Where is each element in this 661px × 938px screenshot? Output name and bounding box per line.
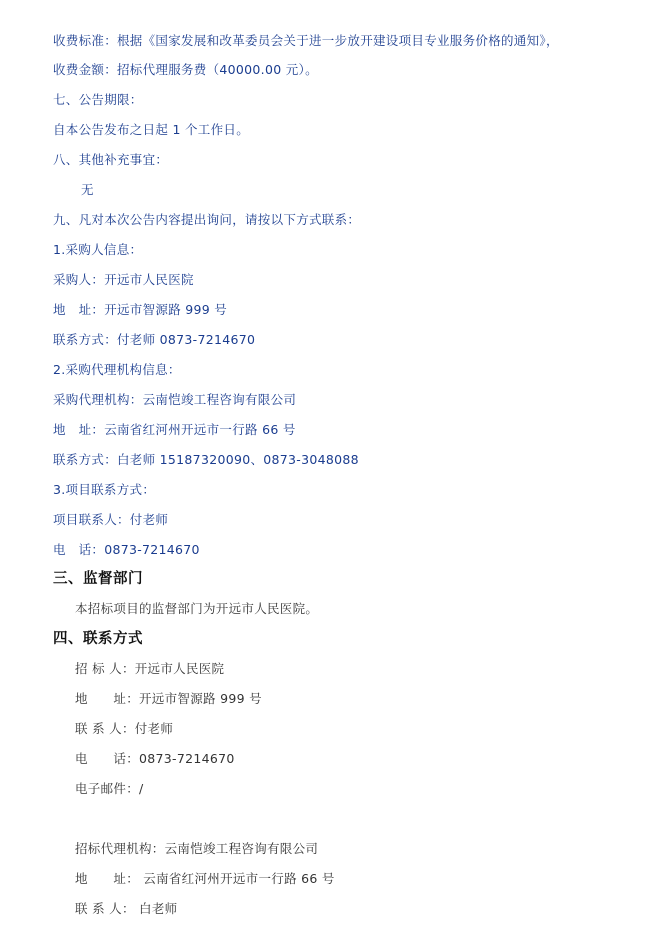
section-9-title: 九、凡对本次公告内容提出询问，请按以下方式联系： <box>53 212 361 227</box>
project-contact-person: 项目联系人：付老师 <box>53 512 169 527</box>
purchaser-info-header: 1.采购人信息： <box>53 242 143 257</box>
agency-contact: 联系方式：白老师 15187320090、0873-3048088 <box>53 452 359 467</box>
purchaser-contact: 联系方式：付老师 0873-7214670 <box>53 332 256 347</box>
section-8-title: 八、其他补充事宜： <box>53 152 169 167</box>
project-contact-header: 3.项目联系方式： <box>53 482 156 497</box>
contact-heading: 四、联系方式 <box>53 631 143 647</box>
purchaser-address: 地 址：开远市智源路 999 号 <box>53 302 228 317</box>
project-contact-phone: 电 话：0873-7214670 <box>53 542 200 557</box>
tender-agency-contact-person: 联 系 人： 白老师 <box>75 901 178 916</box>
tenderer-email: 电子邮件：/ <box>75 781 144 796</box>
tenderer-contact-person: 联 系 人：付老师 <box>75 721 174 736</box>
tenderer-address: 地 址：开远市智源路 999 号 <box>75 691 262 706</box>
supervision-body: 本招标项目的监督部门为开远市人民医院。 <box>75 601 319 616</box>
agency-address: 地 址：云南省红河州开远市一行路 66 号 <box>53 422 296 437</box>
fee-standard-text: 收费标准：根据《国家发展和改革委员会关于进一步放开建设项目专业服务价格的通知》， <box>53 33 559 48</box>
tenderer-phone: 电 话：0873-7214670 <box>75 751 235 766</box>
purchaser-name: 采购人：开远市人民医院 <box>53 272 194 287</box>
supervision-heading: 三、监督部门 <box>53 571 143 587</box>
section-7-title: 七、公告期限： <box>53 92 143 107</box>
fee-amount-text: 收费金额：招标代理服务费（40000.00 元）。 <box>53 62 318 77</box>
tender-agency-name: 招标代理机构：云南恺竣工程咨询有限公司 <box>75 841 319 856</box>
tender-agency-address: 地 址： 云南省红河州开远市一行路 66 号 <box>75 871 335 886</box>
section-7-body: 自本公告发布之日起 1 个工作日。 <box>53 122 250 137</box>
tenderer-name: 招 标 人：开远市人民医院 <box>75 661 225 676</box>
agency-info-header: 2.采购代理机构信息： <box>53 362 181 377</box>
section-8-body: 无 <box>81 182 94 197</box>
agency-name: 采购代理机构：云南恺竣工程咨询有限公司 <box>53 392 297 407</box>
